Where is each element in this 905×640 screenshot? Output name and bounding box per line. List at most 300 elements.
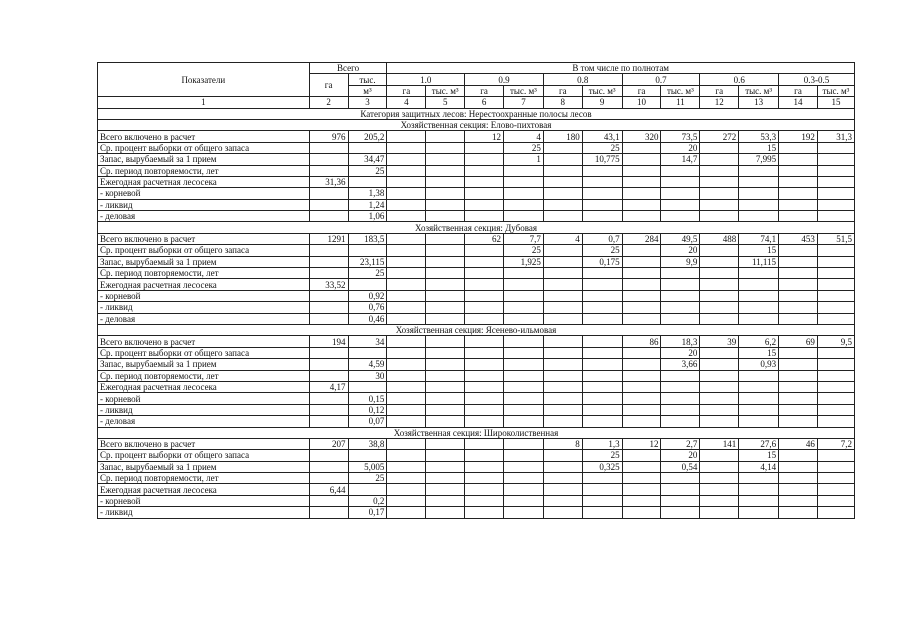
value-cell [348,279,387,290]
value-cell [817,359,854,370]
column-number: 10 [622,97,661,108]
value-cell [582,268,622,279]
value-cell [817,313,854,324]
value-cell [387,416,426,427]
value-cell: 488 [700,233,739,244]
value-cell [700,313,739,324]
header-unit-ha: га [387,85,426,96]
value-cell [779,154,818,165]
table-row [98,336,855,347]
value-cell: 12 [622,438,661,449]
value-cell: 4 [504,131,544,142]
value-cell [465,416,504,427]
value-cell [504,404,544,415]
value-cell [779,313,818,324]
value-cell [817,279,854,290]
value-cell [779,461,818,472]
value-cell [700,370,739,381]
value-cell [817,188,854,199]
value-cell [426,336,465,347]
table-row [98,199,855,210]
value-cell [622,176,661,187]
header-density-5: 0.6 [700,74,779,85]
value-cell [622,245,661,256]
value-cell [582,279,622,290]
value-cell [465,268,504,279]
value-cell: 20 [661,347,700,358]
value-cell [817,290,854,301]
value-cell [661,268,700,279]
value-cell [309,256,348,267]
section-title: Хозяйственная секция: Ясенево-ильмовая [98,324,855,335]
table-row [98,211,855,222]
value-cell: 192 [779,131,818,142]
value-cell: 183,5 [348,233,387,244]
value-cell [622,359,661,370]
value-cell [504,393,544,404]
row-label: Запас, вырубаемый за 1 прием [98,154,310,165]
value-cell [543,473,582,484]
value-cell [387,302,426,313]
value-cell [582,416,622,427]
value-cell [465,450,504,461]
value-cell [387,313,426,324]
value-cell [582,495,622,506]
value-cell: 7,7 [504,233,544,244]
value-cell [426,461,465,472]
value-cell: 976 [309,131,348,142]
value-cell [387,176,426,187]
value-cell [465,507,504,518]
value-cell [426,279,465,290]
value-cell [543,176,582,187]
value-cell: 0,92 [348,290,387,301]
header-unit-ha: га [543,85,582,96]
value-cell [817,211,854,222]
value-cell [661,507,700,518]
value-cell: 6,44 [309,484,348,495]
value-cell [465,279,504,290]
header-density-6: 0.3-0.5 [779,74,855,85]
value-cell [779,165,818,176]
value-cell: 194 [309,336,348,347]
value-cell [504,507,544,518]
value-cell [426,245,465,256]
table-row [98,461,855,472]
value-cell [739,290,779,301]
value-cell: 1,38 [348,188,387,199]
column-number: 11 [661,97,700,108]
value-cell [309,290,348,301]
value-cell: 0,07 [348,416,387,427]
header-unit-ha: га [779,85,818,96]
header-unit-volume: тыс. м³ [739,85,779,96]
value-cell [504,211,544,222]
value-cell [426,131,465,142]
row-label: - ликвид [98,404,310,415]
value-cell [504,313,544,324]
value-cell [504,461,544,472]
value-cell [582,404,622,415]
value-cell [582,165,622,176]
value-cell [465,290,504,301]
value-cell [426,142,465,153]
value-cell [582,370,622,381]
value-cell [622,199,661,210]
value-cell [739,268,779,279]
value-cell [465,370,504,381]
value-cell [504,484,544,495]
column-number: 14 [779,97,818,108]
column-number: 4 [387,97,426,108]
value-cell [779,176,818,187]
value-cell [387,370,426,381]
document-sheet [97,62,855,519]
value-cell [622,211,661,222]
value-cell [504,199,544,210]
table-row [98,507,855,518]
row-label: Запас, вырубаемый за 1 прием [98,359,310,370]
value-cell: 20 [661,142,700,153]
value-cell [582,381,622,392]
value-cell [700,461,739,472]
value-cell: 73,5 [661,131,700,142]
header-density-3: 0.8 [543,74,622,85]
header-unit-ha: га [465,85,504,96]
value-cell: 4 [543,233,582,244]
value-cell: 0,76 [348,302,387,313]
table-row [98,381,855,392]
value-cell [387,233,426,244]
value-cell [465,302,504,313]
value-cell [779,484,818,495]
section-heading-row [98,324,855,335]
value-cell [622,416,661,427]
value-cell [387,256,426,267]
row-label: - корневой [98,393,310,404]
value-cell [387,211,426,222]
value-cell: 31,3 [817,131,854,142]
value-cell [543,461,582,472]
value-cell [309,461,348,472]
value-cell [661,279,700,290]
value-cell: 9,9 [661,256,700,267]
value-cell [387,507,426,518]
value-cell: 0,7 [582,233,622,244]
value-cell: 4,14 [739,461,779,472]
value-cell [543,302,582,313]
value-cell [622,290,661,301]
value-cell [426,154,465,165]
value-cell [739,393,779,404]
value-cell [779,188,818,199]
value-cell [779,347,818,358]
value-cell [582,188,622,199]
value-cell [387,495,426,506]
value-cell [779,290,818,301]
value-cell [426,199,465,210]
row-label: Запас, вырубаемый за 1 прием [98,461,310,472]
table-row [98,450,855,461]
value-cell [739,484,779,495]
value-cell [504,450,544,461]
value-cell: 207 [309,438,348,449]
value-cell [622,381,661,392]
value-cell [426,484,465,495]
value-cell [817,381,854,392]
value-cell [661,165,700,176]
value-cell [622,404,661,415]
value-cell [582,302,622,313]
value-cell [817,484,854,495]
value-cell [582,290,622,301]
row-label: Всего включено в расчет [98,131,310,142]
value-cell [700,290,739,301]
value-cell: 6,2 [739,336,779,347]
value-cell: 30 [348,370,387,381]
value-cell [817,142,854,153]
value-cell: 1 [504,154,544,165]
value-cell [543,484,582,495]
value-cell [622,256,661,267]
value-cell [582,347,622,358]
value-cell [739,188,779,199]
value-cell [700,359,739,370]
value-cell [543,450,582,461]
value-cell [582,211,622,222]
value-cell [309,188,348,199]
value-cell [661,188,700,199]
table-row [98,347,855,358]
column-number: 7 [504,97,544,108]
row-label: Ср. период повторяемости, лет [98,268,310,279]
value-cell: 0,46 [348,313,387,324]
header-total-volume-top: тыс. [348,74,387,85]
value-cell: 141 [700,438,739,449]
value-cell [779,268,818,279]
header-density-4: 0.7 [622,74,700,85]
value-cell [543,199,582,210]
value-cell: 25 [504,245,544,256]
value-cell [309,199,348,210]
value-cell [309,359,348,370]
value-cell [465,336,504,347]
header-unit-volume: тыс. м³ [582,85,622,96]
value-cell: 18,3 [661,336,700,347]
table-row [98,359,855,370]
value-cell [387,336,426,347]
value-cell [739,302,779,313]
value-cell [426,404,465,415]
value-cell [622,461,661,472]
value-cell: 12 [465,131,504,142]
value-cell: 20 [661,450,700,461]
value-cell [309,154,348,165]
value-cell [309,302,348,313]
value-cell: 2,7 [661,438,700,449]
value-cell [622,268,661,279]
value-cell: 0,325 [582,461,622,472]
value-cell [426,176,465,187]
value-cell: 7,2 [817,438,854,449]
header-density-1: 1.0 [387,74,465,85]
value-cell: 74,1 [739,233,779,244]
value-cell [387,165,426,176]
value-cell [700,393,739,404]
value-cell [543,188,582,199]
table-row [98,416,855,427]
table-row [98,438,855,449]
value-cell [465,199,504,210]
value-cell: 15 [739,245,779,256]
value-cell: 11,115 [739,256,779,267]
value-cell [387,461,426,472]
value-cell [348,245,387,256]
value-cell [817,473,854,484]
value-cell [504,416,544,427]
value-cell [465,359,504,370]
value-cell [582,176,622,187]
value-cell [700,381,739,392]
value-cell [582,393,622,404]
value-cell [309,268,348,279]
header-total-ha: га [309,74,348,97]
row-label: - корневой [98,495,310,506]
value-cell: 31,36 [309,176,348,187]
section-heading-row [98,427,855,438]
value-cell [387,154,426,165]
value-cell [543,256,582,267]
value-cell [426,450,465,461]
value-cell [426,393,465,404]
value-cell [779,381,818,392]
value-cell [700,450,739,461]
value-cell [661,211,700,222]
value-cell [779,507,818,518]
value-cell: 0,93 [739,359,779,370]
value-cell [779,142,818,153]
value-cell: 1,3 [582,438,622,449]
value-cell [582,473,622,484]
value-cell [622,450,661,461]
header-unit-volume: тыс. м³ [661,85,700,96]
value-cell [465,393,504,404]
value-cell [504,165,544,176]
value-cell [426,233,465,244]
value-cell [661,484,700,495]
table-row [98,176,855,187]
value-cell [465,211,504,222]
category-heading: Категория защитных лесов: Нерестоохранные полосы лесов [98,108,855,119]
value-cell [661,302,700,313]
value-cell: 1,24 [348,199,387,210]
value-cell [426,211,465,222]
value-cell: 34,47 [348,154,387,165]
value-cell [465,256,504,267]
value-cell [465,165,504,176]
value-cell [387,473,426,484]
value-cell [817,347,854,358]
value-cell [779,211,818,222]
value-cell: 180 [543,131,582,142]
table-row [98,245,855,256]
value-cell: 25 [582,245,622,256]
value-cell [582,507,622,518]
table-row [98,302,855,313]
value-cell [700,279,739,290]
value-cell [739,507,779,518]
value-cell: 205,2 [348,131,387,142]
value-cell [504,381,544,392]
value-cell: 20 [661,245,700,256]
value-cell [387,245,426,256]
row-label: Ср. период повторяемости, лет [98,165,310,176]
value-cell: 1291 [309,233,348,244]
column-number: 3 [348,97,387,108]
column-number: 8 [543,97,582,108]
value-cell [543,393,582,404]
value-cell [543,347,582,358]
value-cell [661,404,700,415]
value-cell [817,450,854,461]
value-cell: 15 [739,347,779,358]
header-unit-volume: тыс. м³ [504,85,544,96]
value-cell [543,245,582,256]
value-cell [700,142,739,153]
header-by-density: В том числе по полнотам [387,63,855,74]
value-cell [309,416,348,427]
row-label: - ликвид [98,199,310,210]
value-cell [387,142,426,153]
value-cell: 272 [700,131,739,142]
value-cell [817,370,854,381]
value-cell [426,268,465,279]
column-number: 2 [309,97,348,108]
row-label: Ср. период повторяемости, лет [98,370,310,381]
value-cell [622,165,661,176]
value-cell [661,370,700,381]
value-cell [700,256,739,267]
value-cell [661,495,700,506]
header-unit-volume: тыс. м³ [817,85,854,96]
value-cell [465,142,504,153]
value-cell [387,188,426,199]
row-label: Ежегодная расчетная лесосека [98,484,310,495]
row-label: Ежегодная расчетная лесосека [98,381,310,392]
column-number: 12 [700,97,739,108]
value-cell [779,245,818,256]
table-row [98,484,855,495]
value-cell [700,268,739,279]
table-row [98,165,855,176]
value-cell [504,336,544,347]
table-row [98,256,855,267]
value-cell [622,370,661,381]
value-cell [465,381,504,392]
value-cell [387,131,426,142]
value-cell [465,438,504,449]
value-cell [582,199,622,210]
value-cell [700,176,739,187]
value-cell [543,290,582,301]
table-row [98,290,855,301]
value-cell [622,347,661,358]
value-cell [543,279,582,290]
value-cell [309,450,348,461]
value-cell [700,302,739,313]
value-cell [622,154,661,165]
value-cell [387,268,426,279]
